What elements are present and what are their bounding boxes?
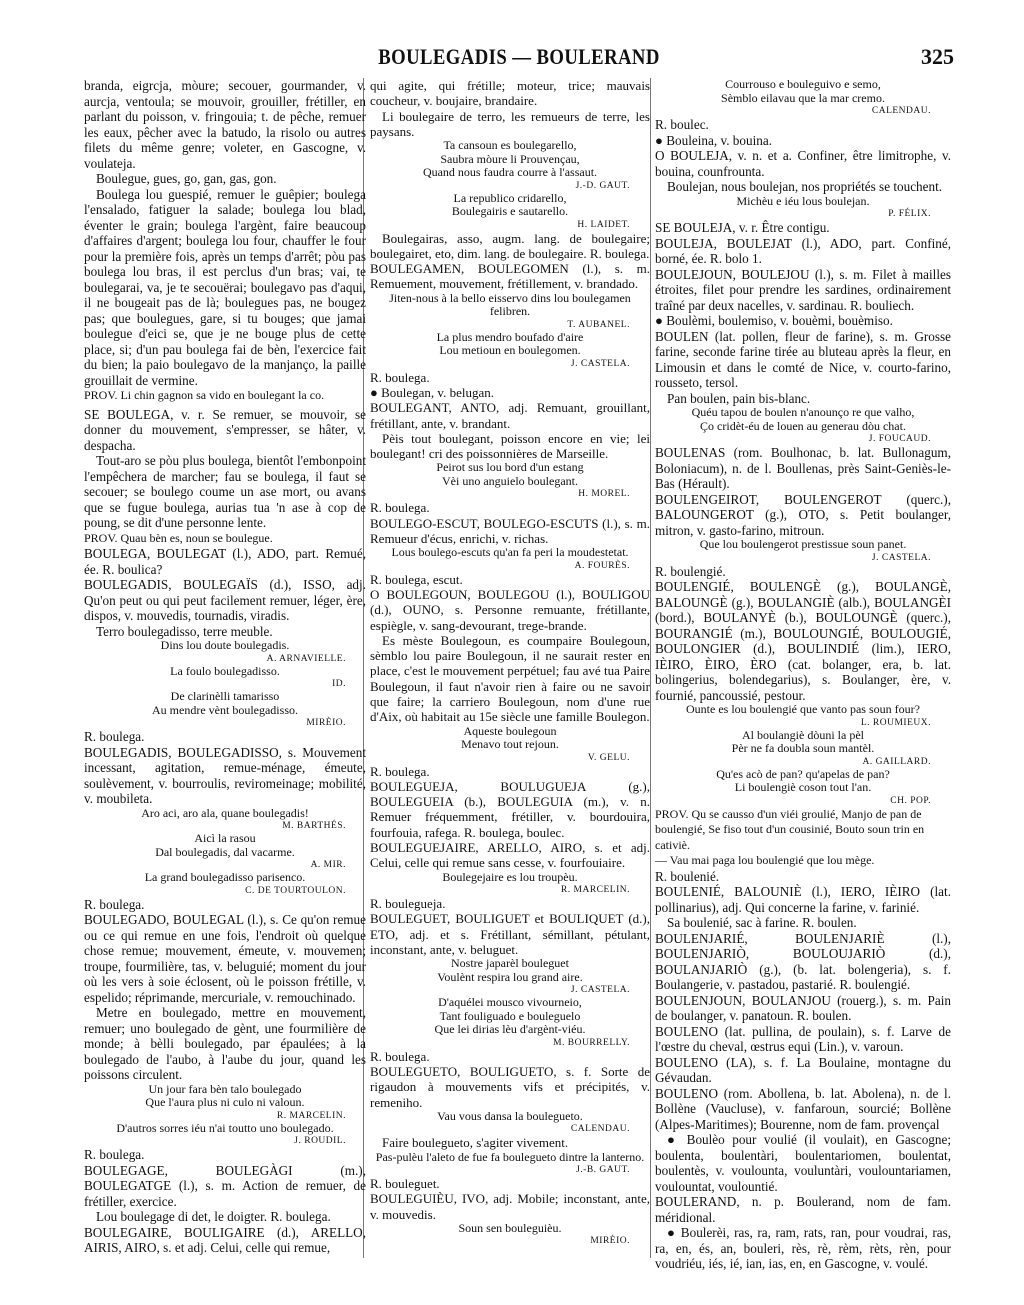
quotation-author: T. AUBANEL. [567, 319, 630, 330]
headword-entry: BOULENO (lat. pullina, de poulain), s. f. Larve de l'œstre du cheval, œstrus equi (Lin.), v. varoun. [655, 1023, 951, 1054]
quotation-author: CH. POP. [890, 795, 931, 806]
quotation-line: Al boulangiè dòuni la pèl [742, 727, 864, 742]
quotation-author: CALENDAU. [570, 1124, 630, 1135]
quotation-line: Li boulengiè coson tout l'an. [734, 780, 872, 794]
quotation-author: MIRÈIO. [590, 1236, 630, 1247]
quotation-line: Boulegairis e sautarello. [451, 204, 569, 219]
quotation-line: D'aquélei mousco vivourneio, [438, 995, 582, 1010]
headword-entry: BOULENGEIROT, BOULENGEROT (querc.), BALOUNGEROT (g.), OTO, s. Petit boulanger, mitron, v. gasto-farino, mitroun. [655, 491, 951, 538]
entry-example: Boulega lou guespié, remuer le guêpier; boulega l'ensalado, fatiguer la salade; boulega lou blad, éventer le grain; boulega l'argènt, faire beaucoup d'affaires d'argent; boulega lou four, chauffer le four pour la première fois, après un temps d'arrêt; pòu pas boulega lou bras, il est perclus d'un bras; vai, te boulegarai, va, je te secouërai; boulegavo pas d'aqui, il ne bougeait pas de là; boulegues pas, ne bougez pas; que boulegues, gare, si tu bouges; que jamai boulegue d'eici se, que je ne bouge plus de cette place, si; d'un pau boulega fai de bèn, l'exercice fait du bien; la paio boulegavo de la manjanço, la paille grouillait de vermine. [84, 186, 366, 388]
quotation-line: Soun sen bouleguièu. [458, 1220, 562, 1235]
entry-example: ● Boulerèi, ras, ra, ram, rats, ran, pour voudrai, ras, ra, en, és, an, bouleri, rès, rè, rèm, rèts, rèn, pour voudriéu, iés, ié, ian, ias, en, en Gascogne, v. voulé. [655, 1225, 951, 1271]
proverb: PROV. Qu se causso d'un viéi groulié, Manjo de pan de boulengié, Se fiso tout d'un cousinié, Bouto soun trin en cativiè. [655, 806, 925, 852]
quotation-line: Qu'es acò de pan? qu'apelas de pan? [716, 766, 890, 781]
quotation-line: Lou metioun en boulegomen. [439, 343, 581, 358]
column-2 [370, 78, 650, 1247]
quotation-author: R. MARCELIN. [560, 885, 630, 896]
quotation-line: La grand boulegadisso parisenco. [144, 870, 306, 884]
quotation-line: Ounte es lou boulengié que vanto pas soun four? [686, 702, 920, 716]
quotation-line: Jiten-nous à la bello eisservo dins lou boulegamen felibren. [389, 290, 631, 319]
column-3 [655, 78, 951, 1272]
headword-entry: BOULENJARIÉ, BOULENJARIÈ (l.), BOULENJARIÒ, BOULOUJARIÒ (d.), BOULANJARIÒ (g.), (b. lat. bolengeria), s. f. Boulangerie, v. pastadou, pastarié. R. boulengié. [655, 930, 951, 992]
quotation-line: Lous boulego-escuts qu'an fa peri la moudestetat. [391, 545, 629, 560]
quotation-line: Pèr ne fa doubla soun mantèl. [731, 741, 875, 755]
quotation-line: Vèi uno anguielo boulegant. [442, 473, 578, 488]
quotation-author: J. CASTELA. [871, 552, 931, 563]
quotation-author: A. GAILLARD. [862, 756, 931, 767]
page-number: 325 [921, 44, 954, 69]
headword-entry: BOULENJOUN, BOULANJOU (rouerg.), s. m. Pain de boulanger, v. panatoun. R. boulen. [655, 992, 951, 1023]
quotation-author: J. FOUCAUD. [868, 434, 931, 444]
headword-entry: BOULEGUETO, BOULIGUETO, s. f. Sorte de rigaudon à mouvements vifs et précipités, v. remeniho. [370, 1063, 650, 1110]
headword-entry: BOULEGUET, BOULIGUET et BOULIQUET (d.), ETO, adj. et s. Frétillant, sémillant, pétulant, inconstant, ante, v. beluguet. [370, 911, 650, 957]
quotation-line: Que l'aura plus ni culo ni valoun. [145, 1095, 305, 1109]
headword-entry: BOULEGUEJA, BOULUGUEJA (g.), BOULEGUEIA (b.), BOULEGUIA (m.), v. n. Remuer fréquemment, frétiller, v. bourdouira, fourfouia, rafega. R. boulega, boulec. [370, 778, 650, 840]
cross-reference: R. boulengié. [655, 563, 726, 579]
quotation-author: J. ROUDIL. [294, 1136, 346, 1146]
quotation-author: H. LAIDET. [577, 219, 630, 230]
quotation-line: Voulènt respira lou grand aire. [437, 969, 583, 984]
headword-entry: O BOULEGOUN, BOULEGOU (l.), BOULIGOU (d.), OUNO, s. Personne remuante, frétillante, espiègle, v. sang-devourant, trege-brande. [370, 587, 650, 633]
entry-example: Metre en boulegado, mettre en mouvement, remuer; uno boulegado de gènt, une fourmilière de monde; à bèlli boulegado, par épaulées; à la boulegado de l'aubo, à l'aube du jour, quand les poissons circulent. [84, 1005, 366, 1082]
cross-reference: ● Boulèmi, boulemiso, v. bouèmi, bouèmiso. [655, 313, 893, 328]
entry-text: SE BOULEJA, v. r. Être contigu. [655, 220, 830, 235]
cross-reference: ● Boulegan, v. belugan. [370, 385, 494, 401]
proverb: PROV. Li chin gagnon sa vido en boulegant la co. [84, 388, 325, 402]
cross-reference: R. boulega. [370, 500, 430, 516]
quotation-author: L. ROUMIEUX. [860, 717, 931, 728]
entry-example: Pèis tout boulegant, poisson encore en vie; lei boulegant! cri des poissonnières de Marseille. [370, 430, 650, 462]
cross-reference: R. boulegueja. [370, 896, 446, 912]
quotation-author: M. BARTHÉS. [282, 821, 346, 831]
headword-entry: BOULEGANT, ANTO, adj. Remuant, grouillant, frétillant, ante, v. brandant. [370, 400, 650, 431]
quotation-line: Pas-pulèu l'aleto de fue fa boulegueto dintre la lanterno. [375, 1149, 645, 1164]
headword-entry: BOULENIÉ, BALOUNIÈ (l.), IERO, IÈIRO (lat. pollinarius), adj. Qui concerne la farine, v. farinié. [655, 884, 951, 915]
headword-entry: BOULENAS (rom. Boulhonac, b. lat. Bullonagum, Boloniacum), n. de l. Boullenas, près Saint-Geniès-le-Bas (Hérault). [655, 445, 951, 491]
headword-entry: BOULENO (rom. Abollena, b. lat. Abolena), n. de l. Bollène (Vaucluse), v. fanfaroun, sourcié; Bollène (Alpes-Maritimes); Bourenne, nom de fam. provençal [655, 1085, 951, 1132]
quotation-line: Au mendre vènt boulegadisso. [152, 702, 298, 717]
entry-text: qui agite, qui frétille; moteur, trice; mauvais coucheur, v. boujaire, brandaire. [370, 78, 650, 109]
entry-example: Sa boulenié, sac à farine. R. boulen. [667, 915, 857, 930]
column-divider-2 [650, 78, 651, 1258]
quotation-line: Michèu e iéu lous boulejan. [736, 193, 870, 208]
quotation-author: J. CASTELA. [570, 358, 630, 369]
proverb: — Vau mai paga lou boulengié que lou mège. [655, 853, 875, 867]
entry-example: Li boulegaire de terro, les remueurs de terre, les paysans. [370, 108, 650, 139]
headword-entry: BOULEGUIÈU, IVO, adj. Mobile; inconstant, ante, v. mouvedis. [370, 1191, 650, 1222]
headword-entry: BOULEGAGE, BOULEGÀGI (m.), BOULEGATGE (l.), s. m. Action de remuer, de frétiller, exercice. [84, 1162, 366, 1209]
quotation-author: R. MARCELIN. [276, 1110, 346, 1121]
headword-entry: O BOULEJA, v. n. et a. Confiner, être limitrophe, v. bouina, counfrounta. [655, 148, 951, 179]
headword-entry: BOULEGADIS, BOULEGADISSO, s. Mouvement incessant, agitation, remue-ménage, émeute, soulèvement, v. bourroulis, reviromeinage; mobilité, v. moubileta. [84, 744, 366, 806]
cross-reference: R. boulega. [370, 1048, 430, 1064]
quotation-line: La plus mendro boufado d'aire [436, 329, 584, 344]
entry-example: Pan boulen, pain bis-blanc. [667, 390, 811, 406]
quotation-author: ID. [332, 679, 346, 689]
quotation-line: Sèmblo eilavau que la mar cremo. [721, 90, 885, 105]
cross-reference: R. boulega. [370, 763, 430, 779]
cross-reference: R. bouleguet. [370, 1176, 440, 1192]
entry-example: Faire boulegueto, s'agiter vivement. [382, 1135, 569, 1151]
entry-example: Es mèste Boulegoun, es coumpaire Boulegoun, sèmblo lou paire Boulegoun, il ne saurait rester en place, c'est le mouvement perpétuel; fau avé tua Paire Boulegoun, il faut n'avoir rien à faire ou ne savoir que faire; la carriero Boulegoun, nom d'une rue d'Aix, où habitait au 15e siècle une famille Boulegon. [370, 632, 650, 725]
entry-example: ● Boulèo pour voulié (il voulait), en Gascogne; boulenta, boulentàri, boulentariomen, boulentat, boulentès, v. voulounta, vouluntàri, voulountariamen, voulountat, voulountié. [655, 1132, 951, 1194]
entry-example: Lou boulegage di det, le doigter. R. boulega. [96, 1209, 331, 1224]
quotation-author: M. BOURRELLY. [553, 1037, 630, 1048]
quotation-author: CALENDAU. [871, 106, 931, 116]
headword-entry: BOULEGADO, BOULEGAL (l.), s. Ce qu'on remue ou ce qui remue en une fois, l'endroit où quelque chose remue; mouvement, émeute, v. mouvemen; troupe, fourmilière, tas, v. beluguié; moment du jour où les vers à soie éclosent, où le poisson frétille, v. espelido; réprimande, mercuriale, v. remouchinado. [84, 912, 366, 1005]
entry-example: Boulejan, nous boulejan, nos propriétés se touchent. [667, 179, 943, 194]
headword-entry: BOULEJOUN, BOULEJOU (l.), s. m. Filet à mailles étroites, filet pour prendre les sardines, ordinairement traîné par deux nacelles, v. sardinau. R. bouliech. [655, 266, 951, 313]
quotation-line: Que lou boulengerot prestissue soun panet. [699, 537, 907, 551]
cross-reference: R. boulega. [84, 896, 145, 912]
quotation-author: J.-B. GAUT. [576, 1165, 630, 1176]
quotation-line: Vau vous dansa la boulegueto. [437, 1108, 583, 1123]
page-title: BOULEGADIS — BOULERAND [378, 44, 660, 69]
entry-example: Boulegue, gues, go, gan, gas, gon. [96, 171, 277, 186]
proverb: PROV. Quau bèn es, noun se boulegue. [84, 530, 273, 545]
quotation-author: J.-D. GAUT. [575, 180, 630, 191]
headword-entry: BOULEGO-ESCUT, BOULEGO-ESCUTS (l.), s. m. Remueur d'écus, enrichi, v. richas. [370, 515, 650, 546]
cross-reference: R. boulenié. [655, 868, 720, 884]
quotation-line: Aro aci, aro ala, quane boulegadis! [141, 805, 309, 820]
quotation-author: P. FÉLIX. [888, 209, 931, 219]
quotation-line: Ta cansoun es boulegarello, [443, 138, 577, 153]
quotation-line: Aqueste boulegoun [463, 723, 557, 738]
entry-example: Tout-aro se pòu plus boulega, bientôt l'embonpoint l'empêchera de marcher; fau se boulega, il faut se secouer; se boulego coume un ase mort, ou avans que se fugue boulega, aurias tua 'n ase à cop de poung, se dit d'une personne lente. [84, 453, 366, 530]
cross-reference: R. boulega. [84, 1147, 145, 1162]
quotation-author: J. CASTELA. [570, 985, 630, 996]
headword-entry: BOULENO (LA), s. f. La Boulaine, montagne du Gévaudan. [655, 1054, 951, 1085]
quotation-line: Aicì la rasou [194, 831, 256, 845]
quotation-line: Menavo tout rejoun. [461, 737, 559, 752]
quotation-line: Courrouso e bouleguivo e semo, [725, 77, 881, 91]
quotation-author: A. MIR. [310, 860, 346, 870]
quotation-line: Quéu tapou de boulen n'anounço re que valho, [691, 405, 915, 419]
cross-reference: ● Bouleina, v. bouina. [655, 132, 772, 148]
quotation-line: Dins lou doute boulegadis. [160, 638, 290, 652]
quotation-author: C. DE TOURTOULON. [245, 885, 346, 896]
quotation-author: A. ARNAVIELLE. [266, 653, 346, 664]
quotation-line: La foulo boulegadisso. [170, 663, 280, 678]
quotation-author: MIRÈIO. [306, 718, 346, 728]
quotation-line: Tant fouliguado e bouleguelo [439, 1008, 581, 1023]
headword-entry: BOULEGADIS, BOULEGAÏS (d.), ISSO, adj. Qu'on peut ou qui peut facilement remuer, léger, ère, dispos, v. mouvedis, tournadis, viradis. [84, 577, 366, 623]
headword-entry: BOULEGAIRE, BOULIGAIRE (d.), ARELLO, AIRIS, AIRO, s. et adj. Celui, celle qui remue, [84, 1224, 366, 1255]
quotation-line: Boulegejaire es lou troupèu. [442, 869, 578, 884]
column-1 [84, 78, 366, 1256]
headword-entry: BOULEGAMEN, BOULEGOMEN (l.), s. m. Remuement, mouvement, frétillement, v. brandado. [370, 261, 650, 292]
quotation-author: A. FOURÈS. [574, 560, 630, 571]
quotation-line: La republico cridarello, [453, 190, 567, 205]
quotation-line: Que lei dirias lèu d'argènt-viéu. [434, 1022, 586, 1037]
quotation-line: Quand nous faudra courre à l'assaut. [422, 165, 598, 180]
cross-reference: R. boulega. [370, 369, 430, 385]
quotation-line: Un jour fara bèn talo boulegado [148, 1081, 302, 1096]
quotation-line: Nostre japarèl bouleguet [451, 956, 569, 971]
quotation-line: Saubra mòure li Prouvençau, [440, 151, 580, 166]
page-header [84, 44, 954, 74]
quotation-author: V. GELU. [587, 752, 630, 763]
entry-example: Terro boulegadisso, terre meuble. [96, 623, 273, 639]
quotation-line: D'autros sorres iéu n'ai toutto uno boulegado. [116, 1120, 334, 1135]
entry-example: Boulegairas, asso, augm. lang. de boulegaire; boulegairet, eto, dim. lang. de boulegaire. R. boulega. [370, 230, 650, 261]
cross-reference: R. boulec. [655, 117, 709, 132]
entry-text: BOULEJA, BOULEJAT (l.), ADO, part. Confiné, borné, ée. R. bolo 1. [655, 235, 951, 266]
quotation-author: H. MOREL. [578, 489, 630, 500]
entry-text: branda, eigrcja, mòure; secouer, gourmander, v. aurcja, ventoula; se mouvoir, grouiller, frétiller, en parlant du poisson, v. fringouia; t. de pêche, remuer les eaux, pêcher avec la batudo, la risolo ou autres filets du même genre; voleter, en Gascogne, v. voulateja. [84, 78, 366, 171]
headword-entry: BOULENGIÉ, BOULENGÈ (g.), BOULANGÈ, BALOUNGÈ (g.), BOULANGIÈ (alb.), BOULANGÈI (bord.), BOULANYÈ (b.), BOULOUNGÈ (querc.), BOURANGIÉ (m.), BOULOUNGIÉ, BOULOUGIÉ, BOULONGIER (d.), BOULINDIÉ (lim.), IERO, IÈIRO, ÈIRO, ÈRO (cat. bolanger, era, b. lat. bolingerius, bolendegarius), s. Boulanger, ère, v. fournié, pancoussié, pestour. [655, 579, 951, 703]
entry-text: SE BOULEGA, v. r. Se remuer, se mouvoir, se donner du mouvement, s'empresser, se hâter, v. despacha. [84, 406, 366, 453]
headword-entry: BOULERAND, n. p. Boulerand, nom de fam. méridional. [655, 1194, 951, 1225]
headword-entry: BOULEN (lat. pollen, fleur de farine), s. m. Grosse farine, seconde farine tirée au bluteau après la fleur, en Limousin et dans le comté de Nice, v. courto-farino, rousseto, tersol. [655, 328, 951, 390]
quotation-line: Peirot sus lou bord d'un estang [436, 460, 584, 475]
cross-reference: R. boulega. [84, 729, 145, 744]
entry-text: BOULEGA, BOULEGAT (l.), ADO, part. Remué, ée. R. boulica? [84, 546, 366, 577]
quotation-line: Dal boulegadis, dal vacarme. [155, 844, 295, 859]
cross-reference: R. boulega, escut. [370, 571, 463, 587]
quotation-line: De clarinèlli tamarisso [170, 689, 280, 703]
quotation-line: Ço cridèt-éu de louen au generau dòu chat. [700, 418, 906, 433]
headword-entry: BOULEGUEJAIRE, ARELLO, AIRO, s. et adj. Celui, celle qui remue sans cesse, v. fourfouiaire. [370, 840, 650, 871]
